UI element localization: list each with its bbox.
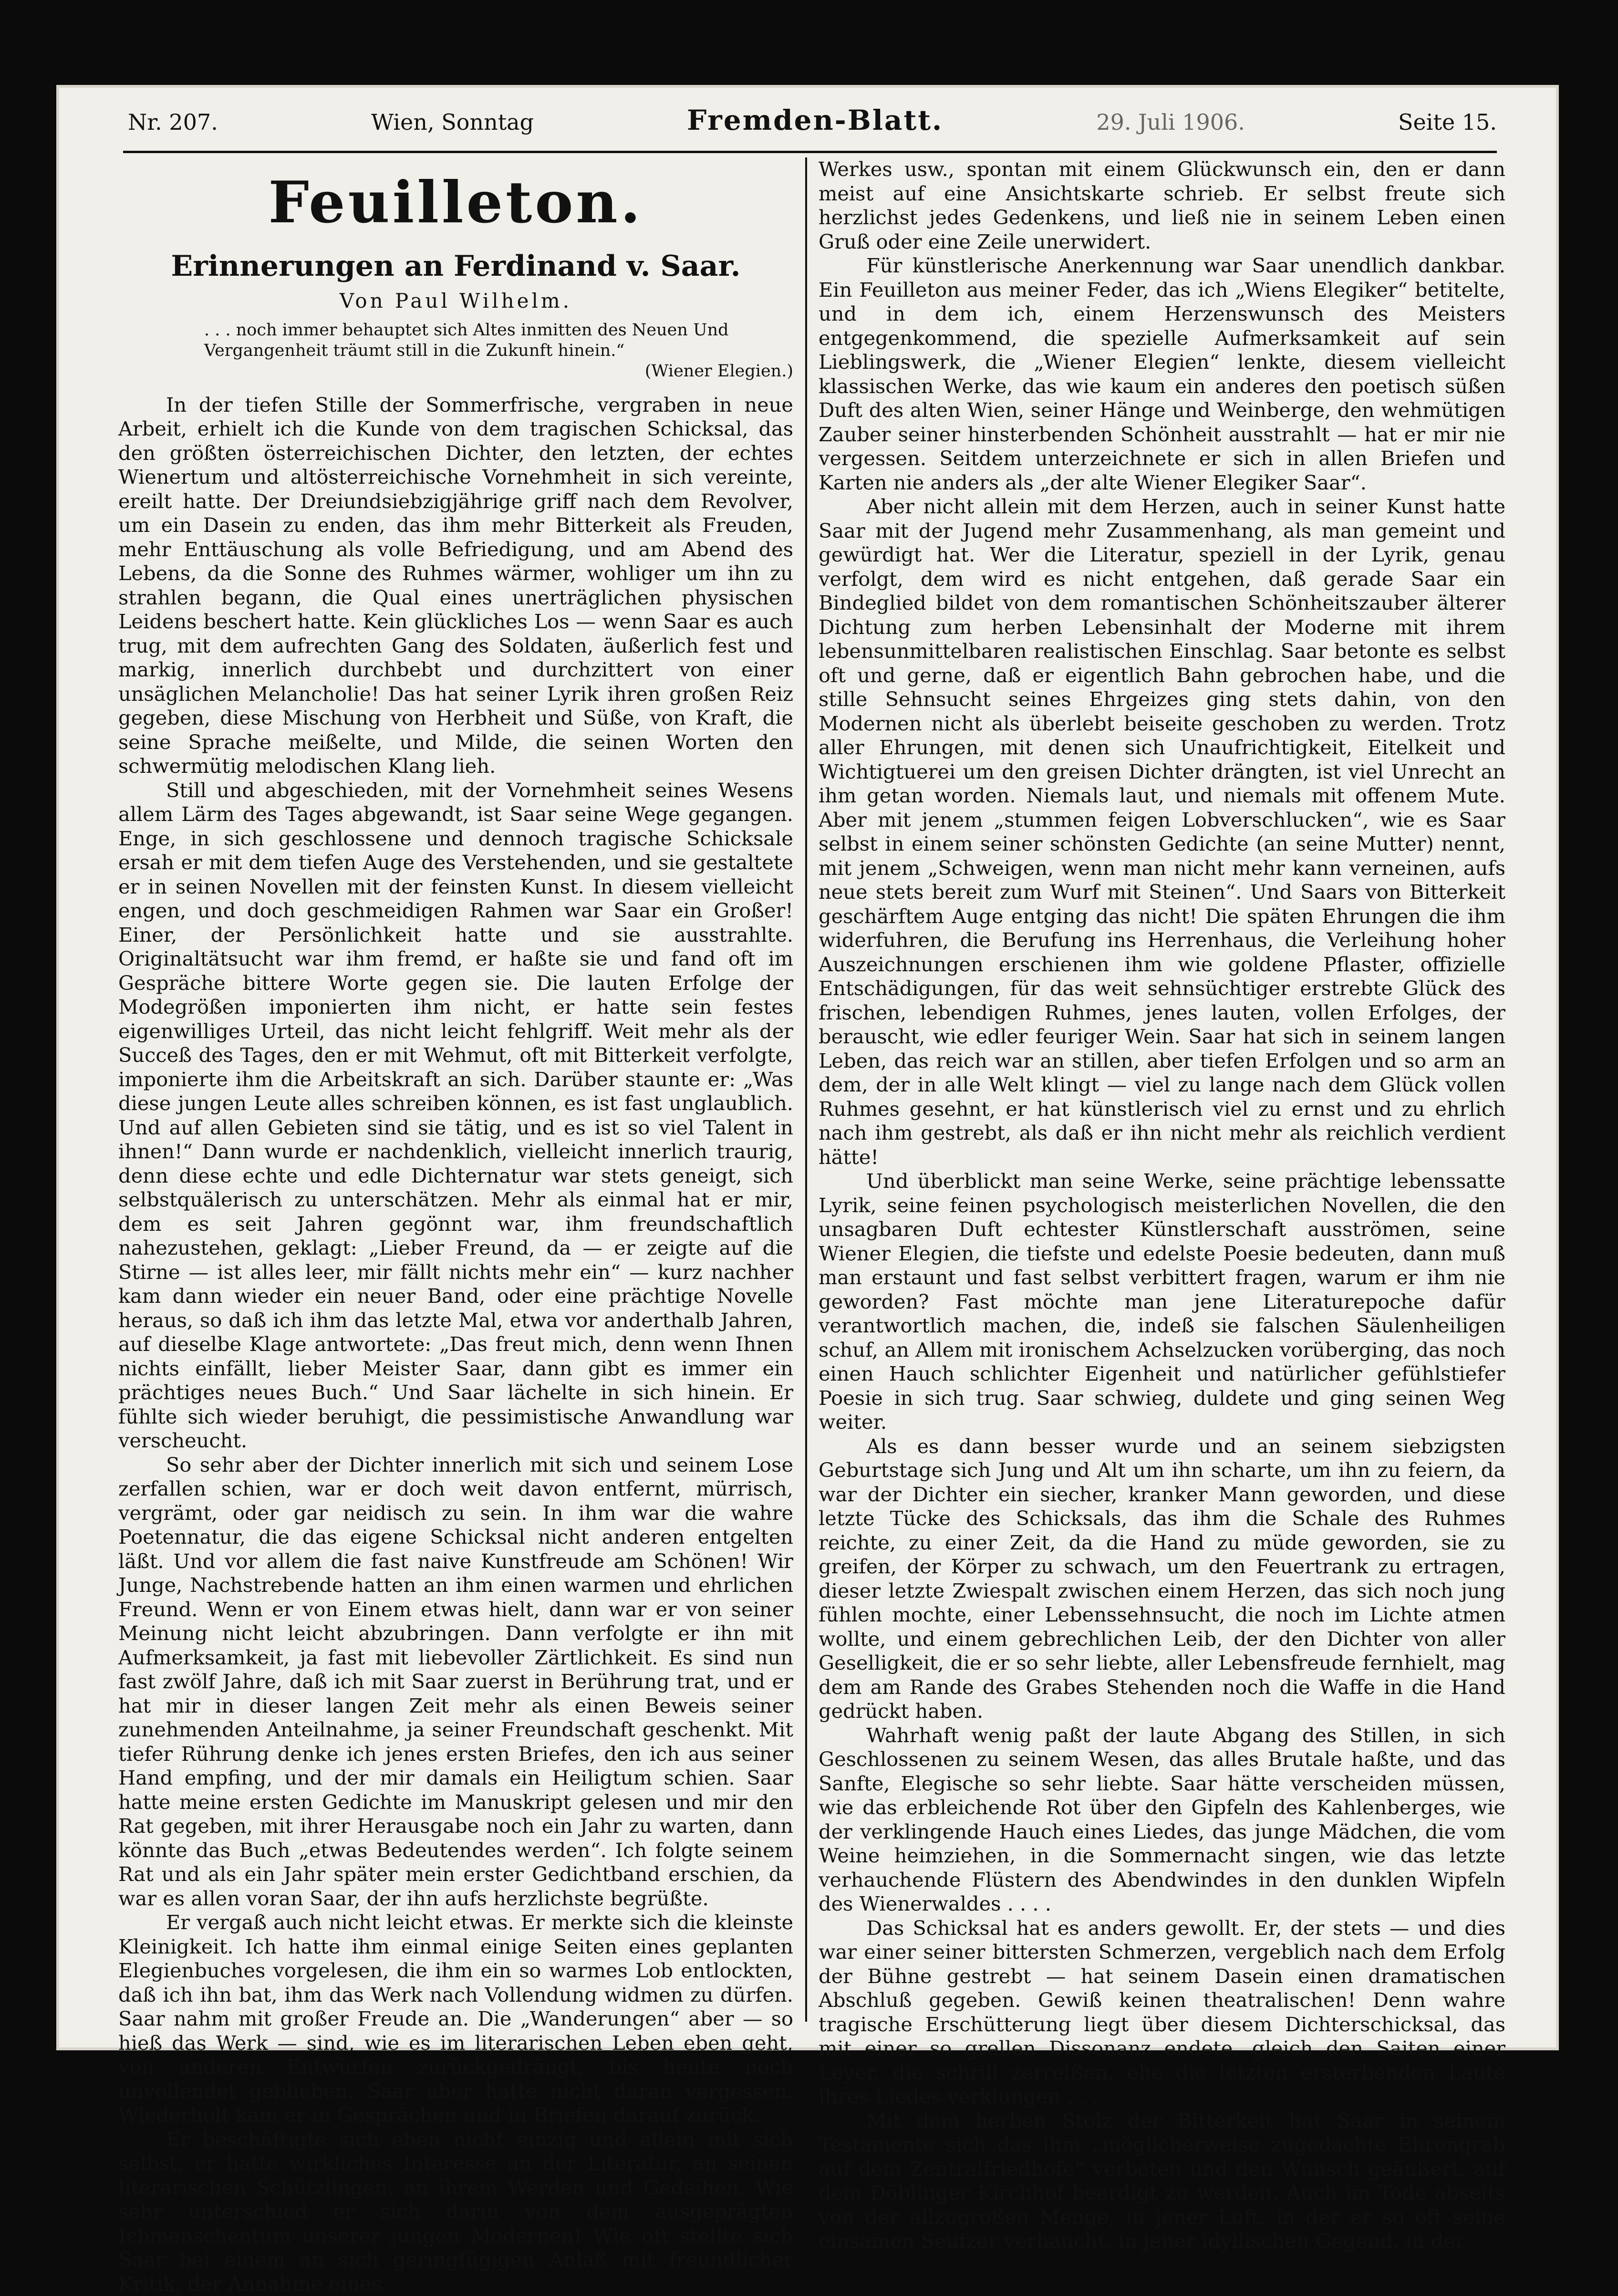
paragraph: Für künstlerische Anerkennung war Saar unendlich dankbar. Ein Feuilleton aus meiner Feder, das ich „Wiens Elegiker“ betitelte, und in dem ich, einem Herzenswunsch des Meisters entgegenkommend, die spezielle Aufmerksamkeit auf sein Lieblingswerk, die „Wiener Elegien“ lenkte, diesem vielleicht klassischen Werke, das wie kaum ein anderes den poetisch süßen Duft des alten Wien, seiner Hänge und Weinberge, den wehmütigen Zauber seiner hinsterbenden Schönheit ausstrahlt — hat er mir nie vergessen. Seitdem unterzeichnete er sich in allen Briefen und Karten nie anders als „der alte Wiener Elegiker Saar“.: [819, 254, 1505, 495]
paragraph: Und überblickt man seine Werke, seine prächtige lebenssatte Lyrik, seine feinen psychologisch meisterlichen Novellen, die den unsagbaren Duft echtester Künstlerschaft ausströmen, seine Wiener Elegien, die tiefste und edelste Poesie bedeuten, dann muß man erstaunt und fast selbst verbittert fragen, warum er ihm nie geworden? Fast möchte man jene Literaturepoche dafür verantwortlich machen, die, indeß sie falschen Säulenheiligen schuf, an Allem mit ironischem Achselzucken vorüberging, das noch einen Hauch schlichter Eigenheit und natürlicher gefühlstiefer Poesie in sich trug. Saar schwieg, duldete und ging seinen Weg weiter.: [819, 1169, 1505, 1434]
page-number: Seite 15.: [1398, 109, 1497, 135]
paragraph: Still und abgeschieden, mit der Vornehmheit seines Wesens allem Lärm des Tages abgewandt, ist Saar seine Wege gegangen. Enge, in sich geschlossene und dennoch tragische Schicksale ersah er mit dem tiefen Auge des Verstehenden, und sie gestaltete er in seinen Novellen mit der feinsten Kunst. In diesem vielleicht engen, und doch geschmeidigen Rahmen war Saar ein Großer! Einer, der Persönlichkeit hatte und sie ausstrahlte. Originaltätsucht war ihm fremd, er haßte sie und fand oft im Gespräche bittere Worte gegen sie. Die lauten Erfolge der Modegrößen imponierten ihm nicht, er hatte sein festes eigenwilliges Urteil, das nicht leicht fehlgriff. Weit mehr als der Succeß des Tages, den er mit Wehmut, oft mit Bitterkeit verfolgte, imponierte ihm die Arbeitskraft an sich. Darüber staunte er: „Was diese jungen Leute alles schreiben können, es ist fast unglaublich. Und auf allen Gebieten sind sie tätig, und es ist so viel Talent in ihnen!“ Dann wurde er nachdenklich, vielleicht innerlich traurig, denn diese echte und edle Dichternatur war stets geneigt, sich selbstquälerisch zu unterschätzen. Mehr als einmal hat er mir, dem es seit Jahren gegönnt war, ihm freundschaftlich nahezustehen, geklagt: „Lieber Freund, da — er zeigte auf die Stirne — ist alles leer, mir fällt nichts mehr ein“ — kurz nachher kam dann wieder ein neuer Band, oder eine prächtige Novelle heraus, so daß ich ihm das letzte Mal, etwa vor anderthalb Jahren, auf dieselbe Klage antwortete: „Das freut mich, denn wenn Ihnen nichts einfällt, lieber Meister Saar, dann gibt es immer ein prächtiges neues Buch.“ Und Saar lächelte in sich hinein. Er fühlte sich wieder beruhigt, die pessimistische Anwandlung war verscheucht.: [118, 779, 793, 1453]
motto: . . . noch immer behauptet sich Altes inmitten des Neuen Und Vergangenheit träumt still in die Zukunft hinein.“: [118, 320, 793, 361]
issue-number: Nr. 207.: [128, 109, 218, 135]
issue-date: 29. Juli 1906.: [1096, 109, 1245, 135]
paragraph: Aber nicht allein mit dem Herzen, auch in seiner Kunst hatte Saar mit der Jugend mehr Zusammenhang, als man gemeint und gewürdigt hat. Wer die Literatur, speziell in der Lyrik, genau verfolgt, dem wird es nicht entgehen, daß gerade Saar ein Bindeglied bildet von dem romantischen Schönheitszauber älterer Dichtung zum herben Lebensinhalt der Moderne mit ihrem lebensunmittelbaren realistischen Einschlag. Saar betonte es selbst oft und gerne, daß er eigentlich Bahn gebrochen habe, und die stille Sehnsucht seines Ehrgeizes ging stets dahin, von den Modernen nicht als überlebt beiseite geschoben zu werden. Trotz aller Ehrungen, mit denen sich Unaufrichtigkeit, Eitelkeit und Wichtigtuerei um den greisen Dichter drängten, ist viel Unrecht an ihm getan worden. Niemals laut, und niemals mit offenem Mute. Aber mit jenem „stummen feigen Lobverschlucken“, wie es Saar selbst in einem seiner schönsten Gedichte (an seine Mutter) nennt, mit jenem „Schweigen, wenn man nicht mehr kann verneinen, aufs neue stets bereit zum Wurf mit Steinen“. Und Saars von Bitterkeit geschärftem Auge entging das nicht! Die späten Ehrungen die ihm widerfuhren, die Berufung ins Herrenhaus, die Verleihung hoher Auszeichnungen erschienen ihm wie goldene Pflaster, offizielle Entschädigungen, für das weit sehnsüchtiger erstrebte Glück des frischen, lebendigen Ruhmes, jenes lauten, vollen Erfolges, der berauscht, wie edler feuriger Wein. Saar hat sich in seinem langen Leben, das reich war an stillen, aber tiefen Erfolgen und so arm an dem, der in alle Welt klingt — viel zu lange nach dem Glück vollen Ruhmes gesehnt, er hat künstlerisch viel zu ernst und zu ehrlich nach ihm gestrebt, als daß er ihn nicht mehr als reichlich verdient hätte!: [819, 495, 1505, 1169]
place-day: Wien, Sonntag: [371, 109, 534, 135]
left-column: [118, 157, 793, 2026]
article-title: Erinnerungen an Ferdinand v. Saar.: [118, 247, 793, 285]
byline: Von Paul Wilhelm.: [118, 289, 793, 313]
motto-source: (Wiener Elegien.): [118, 361, 793, 382]
paragraph: Das Schicksal hat es anders gewollt. Er, der stets — und dies war einer seiner bittersten Schmerzen, vergeblich nach dem Erfolg der Bühne gestrebt — hat seinem Dasein einen dramatischen Abschluß gegeben. Gewiß keinen theatralischen! Denn wahre tragische Erschütterung liegt über diesem Dichterschicksal, das mit einer so grellen Dissonanz endete, gleich den Saiten einer Leyer, die schrill zerreißen, ehe die letzten ersterbenden Laute ihres Liedes verklungen . . .: [819, 1916, 1505, 2109]
paragraph: Werkes usw., spontan mit einem Glückwunsch ein, den er dann meist auf eine Ansichtskarte schrieb. Er selbst freute sich herzlichst jedes Gedenkens, und ließ nie in seinem Leben einen Gruß oder eine Zeile unerwidert.: [819, 157, 1505, 254]
section-title: Feuilleton.: [118, 167, 793, 239]
paragraph: Mit dem herben Stolz der Bitterkeit hat Saar in seinem Testamente sich das ihm „möglicherweise zugedachte Ehrengrab auf dem Zentralfriedhofe“ verbeten und den Wunsch geäußert, auf dem Döblinger Kirchhof beerdigt zu werden. Auch im Tode abseits von der allzugroßen Menge, in jener Luft, in der er so oft seine einsamen Seufzer verhaucht, in jener idyllischen Gegend, in der: [819, 2109, 1505, 2254]
paragraph: Er beschäftigte sich eben nicht einzig und allein mit sich selbst, er hatte wirkliches Interesse an der Literatur, an seinen literarischen Schützlingen, an ihrem Werden und Gedeihen. Wie sehr unterschied er sich darin von dem ausgeprägten Ichmenschentum unserer jungen Modernen! Wie oft stellte sich Saar bei einem an sich geringfügigen Anlaß mit freundlicher Kritik, der Annahme eines: [118, 2128, 793, 2296]
column-divider: [805, 157, 807, 2022]
paragraph: In der tiefen Stille der Sommerfrische, vergraben in neue Arbeit, erhielt ich die Kunde von dem tragischen Schicksal, das den größten österreichischen Dichter, den letzten, der echtes Wienertum und altösterreichische Vornehmheit in sich vereinte, ereilt hatte. Der Dreiundsiebzigjährige griff nach dem Revolver, um ein Dasein zu enden, das ihm mehr Bitterkeit als Freuden, mehr Enttäuschung als volle Befriedigung, und am Abend des Lebens, da die Sonne des Ruhmes wärmer, wohliger um ihn zu strahlen begann, die Qual eines unerträglichen physischen Leidens beschert hatte. Kein glückliches Los — wenn Saar es auch trug, mit dem aufrechten Gang des Soldaten, äußerlich fest und markig, innerlich durchbebt und durchzittert von einer unsäglichen Melancholie! Das hat seiner Lyrik ihren großen Reiz gegeben, diese Mischung von Herbheit und Süße, von Kraft, die seine Sprache meißelte, und Milde, die seinen Worten den schwermütig melodischen Klang lieh.: [118, 393, 793, 779]
right-column: [819, 157, 1505, 2026]
header-rule: [123, 151, 1497, 153]
page-header: [128, 104, 1497, 148]
paragraph: So sehr aber der Dichter innerlich mit sich und seinem Lose zerfallen schien, war er doch weit davon entfernt, mürrisch, vergrämt, oder gar neidisch zu sein. In ihm war die wahre Poetennatur, die das eigene Schicksal nicht anderen entgelten läßt. Und vor allem die fast naive Kunstfreude am Schönen! Wir Junge, Nachstrebende hatten an ihm einen warmen und ehrlichen Freund. Wenn er von Einem etwas hielt, dann war er von seiner Meinung nicht leicht abzubringen. Dann verfolgte er ihn mit Aufmerksamkeit, ja fast mit liebevoller Zärtlichkeit. Es sind nun fast zwölf Jahre, daß ich mit Saar zuerst in Berührung trat, und er hat mir in dieser langen Zeit mehr als einen Beweis seiner zunehmenden Anteilnahme, ja seiner Freundschaft geschenkt. Mit tiefer Rührung denke ich jenes ersten Briefes, den ich aus seiner Hand empfing, und der mir damals ein Heiligtum schien. Saar hatte meine ersten Gedichte im Manuskript gelesen und mir den Rat gegeben, mit ihrer Herausgabe noch ein Jahr zu warten, dann könnte das Buch „etwas Bedeutendes werden“. Ich folgte seinem Rat und als ein Jahr später mein erster Gedichtband erschien, da war es allen voran Saar, der ihn aufs herzlichste begrüßte.: [118, 1453, 793, 1911]
paragraph: Als es dann besser wurde und an seinem siebzigsten Geburtstage sich Jung und Alt um ihn scharte, um ihn zu feiern, da war der Dichter ein siecher, kranker Mann geworden, und diese letzte Tücke des Schicksals, das ihm die Schale des Ruhmes reichte, zu einer Zeit, da die Hand zu müde geworden, sie zu greifen, der Körper zu schwach, um den Feuertrank zu ertragen, dieser letzte Zwiespalt zwischen einem Herzen, das sich noch jung fühlen mochte, einer Lebenssehnsucht, die noch im Lichte atmen wollte, und einem gebrechlichen Leib, der den Dichter von aller Geselligkeit, die er so sehr liebte, aller Lebensfreude fernhielt, mag dem am Rande des Grabes Stehenden noch die Waffe in die Hand gedrückt haben.: [819, 1434, 1505, 1724]
newspaper-page: [56, 85, 1559, 2050]
paper-name: Fremden-Blatt.: [687, 104, 943, 136]
paragraph: Wahrhaft wenig paßt der laute Abgang des Stillen, in sich Geschlossenen zu seinem Wesen, das alles Brutale haßte, und das Sanfte, Elegische so sehr liebte. Saar hätte verscheiden müssen, wie das erbleichende Rot über den Gipfeln des Kahlenberges, wie der verklingende Hauch eines Liedes, das junge Mädchen, die vom Weine heimziehen, in die Sommernacht singen, wie das letzte verhauchende Flüstern des Abendwindes in den dunklen Wipfeln des Wienerwaldes . . . .: [819, 1724, 1505, 1916]
paragraph: Er vergaß auch nicht leicht etwas. Er merkte sich die kleinste Kleinigkeit. Ich hatte ihm einmal einige Seiten eines geplanten Elegienbuches vorgelesen, die ihm ein so warmes Lob entlockten, daß ich ihn bat, ihm das Werk nach Vollendung widmen zu dürfen. Saar nahm mit großer Freude an. Die „Wanderungen“ aber — so hieß das Werk — sind, wie es im literarischen Leben eben geht, von anderen Entwürfen zurückgedrängt, bis heute noch unvollendet geblieben. Saar aber hatte nicht daran vergessen. Wiederholt kam er in Gesprächen und in Briefen darauf zurück.: [118, 1911, 793, 2128]
